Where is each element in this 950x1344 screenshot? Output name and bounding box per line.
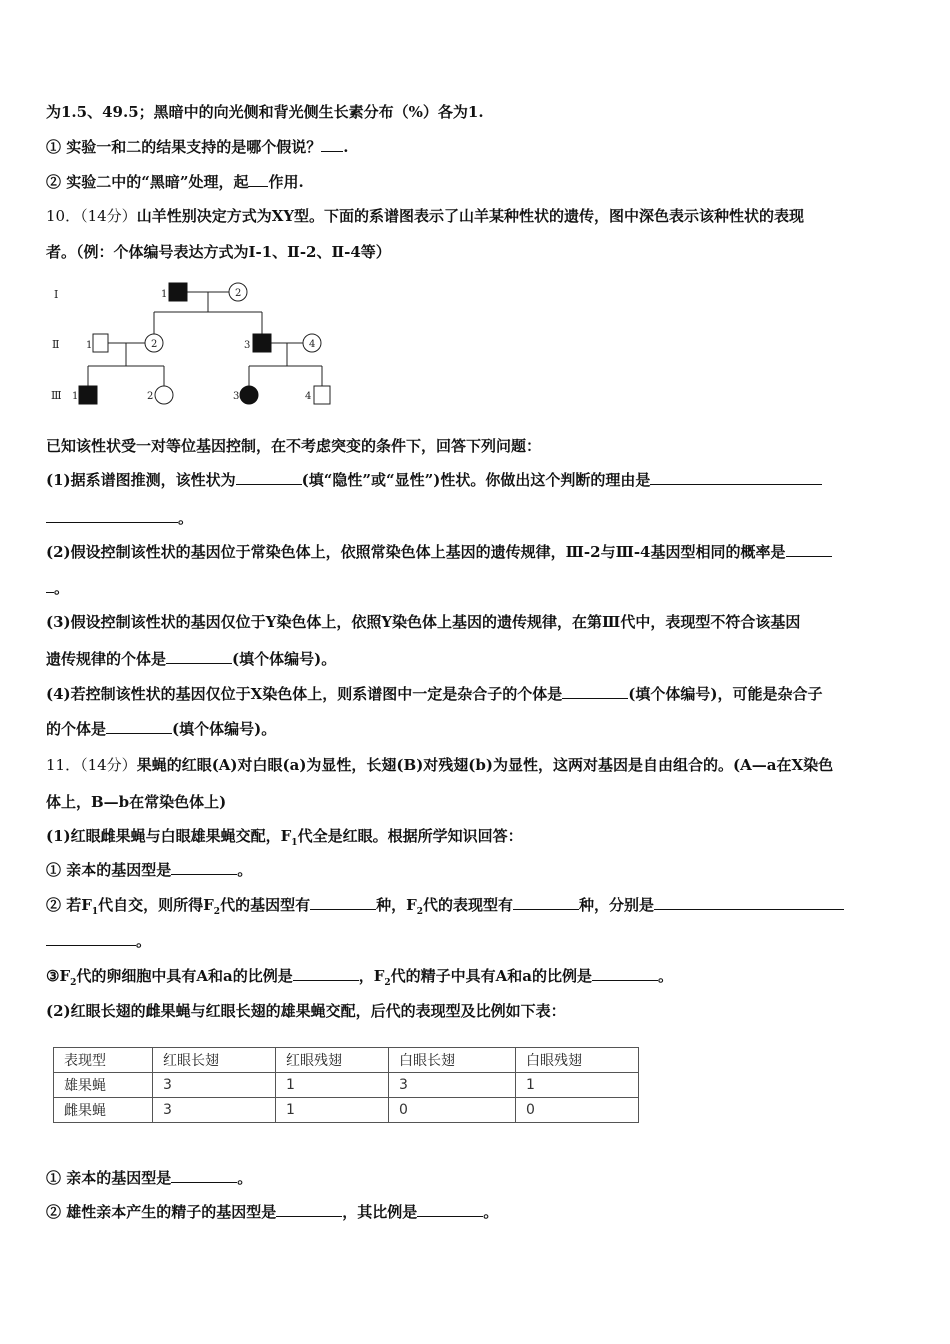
text-line: 。	[46, 931, 906, 951]
individual-id: 2	[147, 391, 154, 402]
table-cell: 3	[153, 1073, 276, 1098]
text-line: (2)红眼长翅的雌果蝇与红眼长翅的雄果蝇交配，后代的表现型及比例如下表：	[46, 1002, 566, 1020]
table-cell: 雄果蝇	[54, 1073, 153, 1098]
table-cell: 1	[276, 1073, 389, 1098]
answer-blank[interactable]	[293, 966, 359, 981]
generation-label: Ⅰ	[54, 288, 59, 301]
answer-blank[interactable]	[654, 895, 844, 910]
table-cell: 3	[389, 1073, 516, 1098]
table-header: 红眼残翅	[276, 1048, 389, 1073]
individual-id: 4	[309, 339, 316, 350]
answer-blank[interactable]	[786, 542, 832, 557]
affected-male	[253, 334, 271, 352]
answer-blank[interactable]	[650, 470, 822, 485]
affected-female	[240, 386, 258, 404]
unaffected-female	[155, 386, 173, 404]
text-line: (1)红眼雌果蝇与白眼雄果蝇交配，$F_1$代全是红眼。根据所学知识回答：	[46, 827, 523, 848]
table-cell: 雌果蝇	[54, 1098, 153, 1123]
table-cell: 0	[389, 1098, 516, 1123]
text-line: ① 实验一和二的结果支持的是哪个假说？ .	[46, 138, 349, 156]
table-header: 红眼长翅	[153, 1048, 276, 1073]
text-line: ② 若$F_1$代自交，则所得$F_2$代的基因型有 种，$F_2$代的表现型有 种，分别是	[46, 895, 906, 922]
answer-blank[interactable]	[46, 508, 178, 523]
table-header-row	[54, 1048, 639, 1073]
individual-id: 2	[151, 339, 158, 350]
text-line: (3)假设控制该性状的基因仅位于Y染色体上，依照Y染色体上基因的遗传规律，在第Ⅲ代中，表现型不符合该基因	[46, 613, 801, 631]
text-line: 已知该性状受一对等位基因控制，在不考虑突变的条件下，回答下列问题：	[46, 437, 542, 455]
table-row	[54, 1073, 639, 1098]
table-header: 表现型	[54, 1048, 153, 1073]
text-line: $③F_2$代的卵细胞中具有A和a的比例是 ，$F_2$代的精子中具有A和a的比例是 。	[46, 967, 674, 988]
text-line: ② 雄性亲本产生的精子的基因型是 ，其比例是 。	[46, 1203, 499, 1221]
answer-blank[interactable]	[417, 1202, 483, 1217]
pedigree-chart	[46, 278, 346, 408]
unaffected-male	[314, 386, 330, 404]
text-line: 的个体是 (填个体编号)。	[46, 720, 277, 738]
answer-blank[interactable]	[562, 684, 628, 699]
text-line: 。	[46, 508, 906, 528]
text-line: ② 实验二中的“黑暗”处理，起 作用.	[46, 173, 304, 191]
table-row	[54, 1098, 639, 1123]
individual-id: 1	[72, 391, 79, 402]
answer-blank[interactable]	[106, 719, 172, 734]
answer-blank[interactable]	[321, 137, 343, 152]
table-cell: 1	[276, 1098, 389, 1123]
individual-id: 3	[244, 340, 251, 351]
text-line: 为1.5、49.5；黑暗中的向光侧和背光侧生长素分布（%）各为1.	[46, 103, 484, 121]
table-cell: 1	[516, 1073, 639, 1098]
answer-blank[interactable]	[248, 172, 268, 187]
table-header: 白眼残翅	[516, 1048, 639, 1073]
generation-label: Ⅲ	[51, 389, 62, 402]
question-10-header: 10．（14分）山羊性别决定方式为XY型。下面的系谱图表示了山羊某种性状的遗传，图中深色表示该种性状的表现	[46, 207, 805, 225]
text-line: (1)据系谱图推测，该性状为 (填“隐性”或“显性”)性状。你做出这个判断的理由是	[46, 470, 906, 490]
affected-male	[79, 386, 97, 404]
individual-id: 4	[305, 391, 312, 402]
text-line: 遗传规律的个体是 (填个体编号)。	[46, 650, 337, 668]
text-line: 者。（例：个体编号表达方式为Ⅰ-1、Ⅱ-2、Ⅱ-4等）	[46, 243, 391, 261]
answer-blank[interactable]	[276, 1202, 342, 1217]
answer-blank[interactable]	[310, 895, 376, 910]
answer-blank[interactable]	[592, 966, 658, 981]
answer-blank[interactable]	[171, 1168, 237, 1183]
question-11-header: 11．（14分）果蝇的红眼(A)对白眼(a)为显性，长翅(B)对残翅(b)为显性，这两对基因是自由组合的。(A—a在X染色	[46, 756, 834, 774]
text-line: 。	[46, 578, 906, 598]
text-line: 体上，B—b在常染色体上)	[46, 793, 227, 811]
answer-blank[interactable]	[166, 649, 232, 664]
individual-id: 1	[161, 289, 168, 300]
generation-label: Ⅱ	[52, 338, 60, 351]
individual-id: 3	[233, 391, 240, 402]
individual-id: 2	[235, 288, 242, 299]
unaffected-male	[93, 334, 108, 352]
affected-male	[169, 283, 187, 301]
table-cell: 0	[516, 1098, 639, 1123]
answer-blank[interactable]	[46, 931, 136, 946]
answer-blank[interactable]	[513, 895, 579, 910]
table-header: 白眼长翅	[389, 1048, 516, 1073]
text-line: (2)假设控制该性状的基因位于常染色体上，依照常染色体上基因的遗传规律，Ⅲ-2与Ⅲ-4基因型相同的概率是	[46, 542, 906, 562]
text-line: (4)若控制该性状的基因仅位于X染色体上，则系谱图中一定是杂合子的个体是 (填个体编号)，可能是杂合子	[46, 685, 823, 703]
offspring-table	[53, 1047, 639, 1123]
text-line: ① 亲本的基因型是 。	[46, 1169, 253, 1187]
table-cell: 3	[153, 1098, 276, 1123]
answer-blank[interactable]	[46, 578, 54, 593]
individual-id: 1	[86, 340, 93, 351]
answer-blank[interactable]	[236, 470, 302, 485]
answer-blank[interactable]	[171, 860, 237, 875]
text-line: ① 亲本的基因型是 。	[46, 861, 253, 879]
